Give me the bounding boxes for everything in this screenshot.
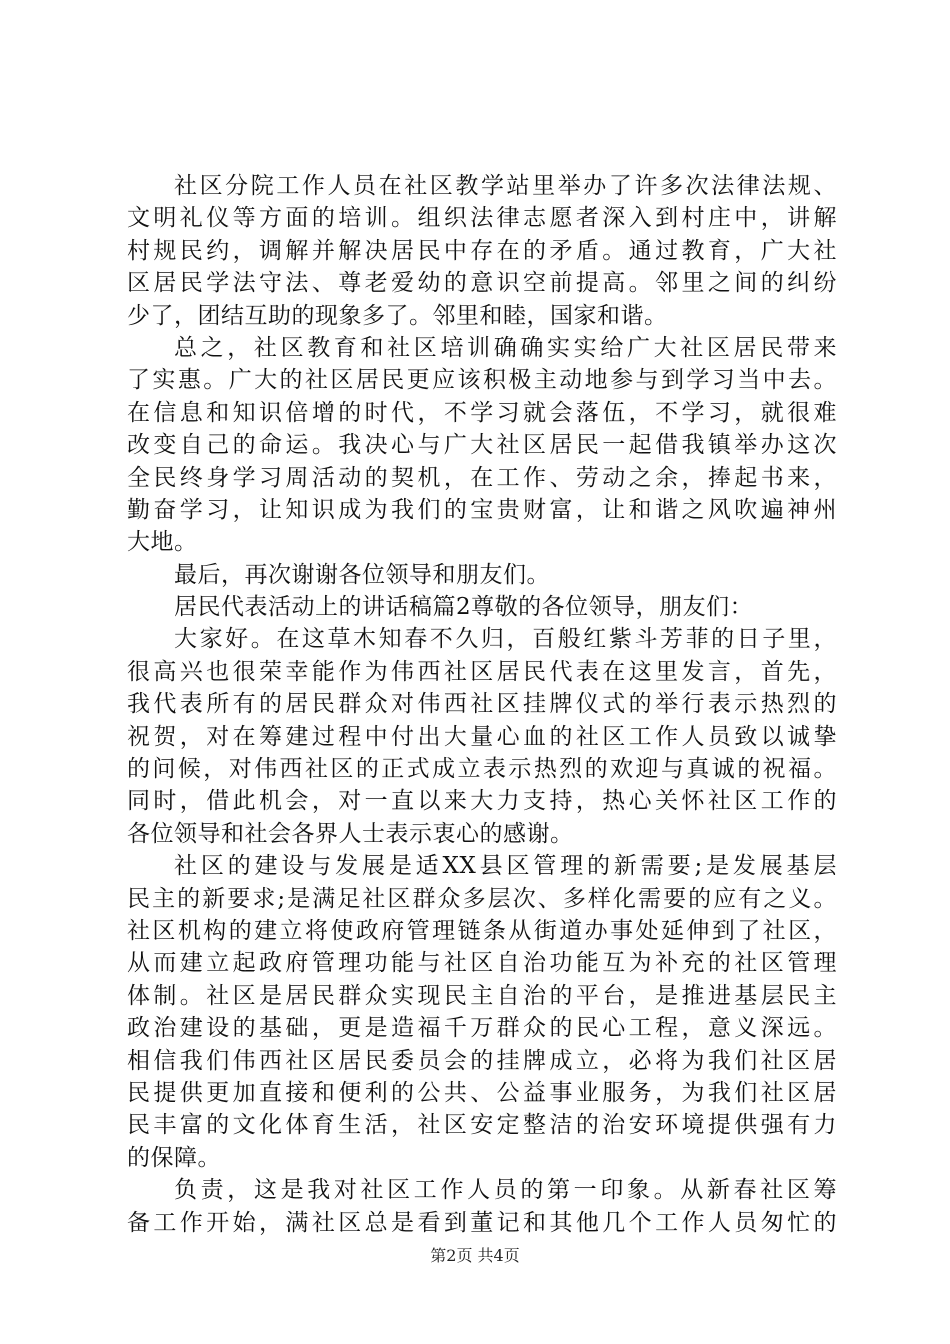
text-line: 大地。 [127,529,198,556]
text-line: 总之，社区教育和社区培训确确实实给广大社区居民带来 [174,334,837,361]
text-line: 负责，这是我对社区工作人员的第一印象。从新春社区筹 [174,1177,837,1204]
text-line: 相信我们伟西社区居民委员会的挂牌成立，必将为我们社区居 [127,1047,837,1074]
text-line: 社区机构的建立将使政府管理链条从街道办事处延伸到了社区， [127,917,837,944]
text-line: 政治建设的基础，更是造福千万群众的民心工程，意义深远。 [127,1015,837,1042]
text-line: 了实惠。广大的社区居民更应该积极主动地参与到学习当中去。 [127,367,837,394]
text-line: 大家好。在这草木知春不久归，百般红紫斗芳菲的日子里， [174,626,837,653]
text-line: 文明礼仪等方面的培训。组织法律志愿者深入到村庄中，讲解 [127,205,837,232]
text-line: 村规民约，调解并解决居民中存在的矛盾。通过教育，广大社 [127,237,837,264]
text-line: 很高兴也很荣幸能作为伟西社区居民代表在这里发言，首先， [127,658,837,685]
text-line: 祝贺，对在筹建过程中付出大量心血的社区工作人员致以诚挚 [127,723,837,750]
text-line: 居民代表活动上的讲话稿篇2尊敬的各位领导，朋友们： [174,594,754,621]
text-line: 体制。社区是居民群众实现民主自治的平台，是推进基层民主 [127,982,837,1009]
text-line: 的问候，对伟西社区的正式成立表示热烈的欢迎与真诚的祝福。 [127,756,837,783]
document-body [127,170,837,1239]
text-line: 从而建立起政府管理功能与社区自治功能互为补充的社区管理 [127,950,837,977]
text-line: 备工作开始，满社区总是看到董记和其他几个工作人员匆忙的 [127,1209,837,1236]
text-line: 民提供更加直接和便利的公共、公益事业服务，为我们社区居 [127,1079,837,1106]
text-line: 勤奋学习，让知识成为我们的宝贵财富，让和谐之风吹遍神州 [127,496,837,523]
text-line: 全民终身学习周活动的契机，在工作、劳动之余，捧起书来， [127,464,837,491]
text-line: 少了，团结互助的现象多了。邻里和睦，国家和谐。 [127,302,668,329]
text-line: 的保障。 [127,1144,221,1171]
text-line: 社区的建设与发展是适XX县区管理的新需要;是发展基层 [174,853,837,880]
text-line: 同时，借此机会，对一直以来大力支持，热心关怀社区工作的 [127,788,837,815]
text-line: 民丰富的文化体育生活，社区安定整洁的治安环境提供强有力 [127,1112,837,1139]
text-line: 我代表所有的居民群众对伟西社区挂牌仪式的举行表示热烈的 [127,691,837,718]
text-line: 社区分院工作人员在社区教学站里举办了许多次法律法规、 [174,173,837,199]
text-line: 改变自己的命运。我决心与广大社区居民一起借我镇举办这次 [127,432,837,459]
text-line: 区居民学法守法、尊老爱幼的意识空前提高。邻里之间的纠纷 [127,270,837,297]
text-line: 各位领导和社会各界人士表示衷心的感谢。 [127,820,574,847]
page-number-footer: 第2页 共4页 [430,1246,520,1265]
text-line: 在信息和知识倍增的时代，不学习就会落伍，不学习，就很难 [127,399,837,426]
text-line: 最后，再次谢谢各位领导和朋友们。 [174,561,550,588]
text-line: 民主的新要求;是满足社区群众多层次、多样化需要的应有之义。 [127,885,837,912]
